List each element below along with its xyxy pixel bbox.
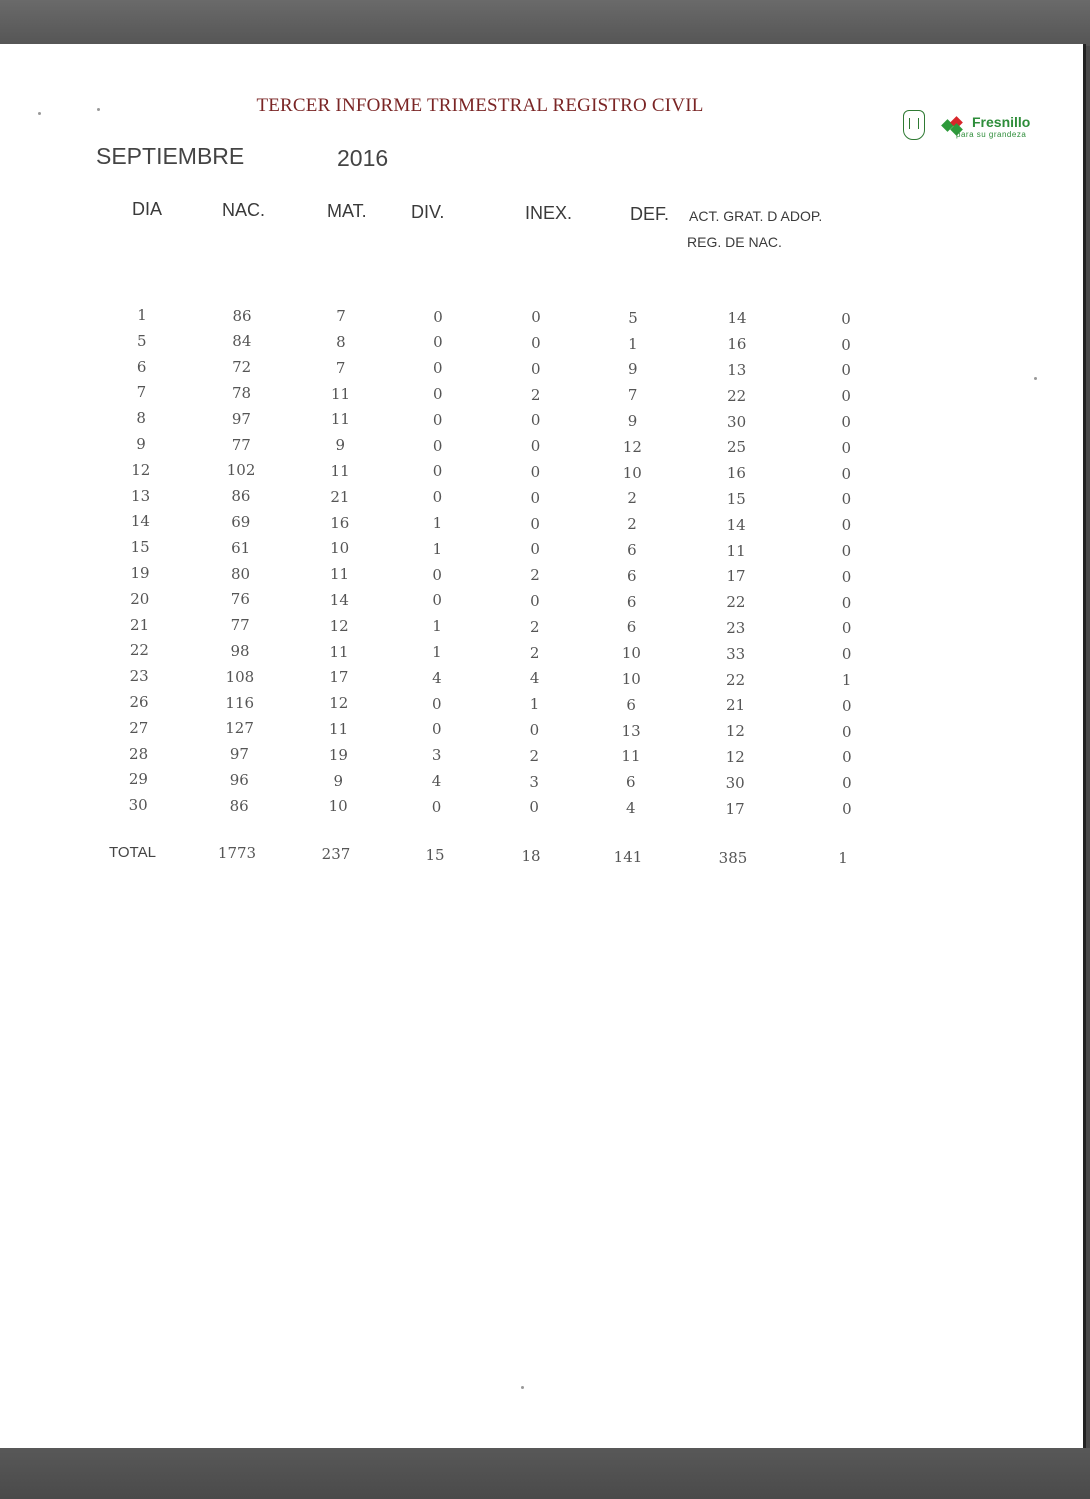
- table-cell: 0: [531, 334, 541, 352]
- table-cell: 27: [129, 718, 149, 737]
- table-cell: 21: [725, 696, 746, 715]
- table-cell: 16: [726, 464, 746, 483]
- table-cell: 19: [130, 564, 150, 582]
- table-cell: 6: [627, 540, 637, 559]
- table-cell: 22: [726, 670, 746, 689]
- total-cell: 237: [321, 844, 351, 863]
- table-cell: 102: [226, 461, 256, 480]
- table-cell: 8: [336, 332, 346, 351]
- table-cell: 14: [726, 515, 746, 534]
- table-cell: 0: [432, 591, 442, 610]
- table-cell: 10: [621, 669, 641, 688]
- table-cell: 28: [129, 744, 149, 763]
- table-cell: 0: [431, 720, 442, 739]
- column-header-inex: INEX.: [525, 203, 573, 223]
- table-cell: 0: [529, 721, 540, 739]
- table-cell: 0: [432, 462, 443, 481]
- table-cell: 11: [621, 747, 641, 766]
- table-cell: 22: [726, 593, 746, 612]
- table-cell: 21: [130, 615, 150, 634]
- column-header-div: DIV.: [411, 202, 445, 222]
- table-cell: 6: [626, 618, 637, 637]
- total-cell: 141: [613, 847, 643, 866]
- total-cell: 1: [838, 849, 848, 868]
- table-cell: 0: [432, 488, 443, 507]
- table-cell: 0: [842, 774, 852, 793]
- column-header-dia: DIA: [132, 199, 163, 219]
- table-cell: 0: [841, 696, 852, 715]
- table-cell: 9: [335, 436, 346, 455]
- table-cell: 0: [530, 540, 540, 559]
- table-cell: 0: [841, 438, 852, 457]
- table-cell: 0: [432, 436, 443, 455]
- table-cell: 10: [621, 644, 641, 663]
- table-cell: 0: [531, 359, 541, 378]
- table-cell: 0: [529, 798, 539, 817]
- table-cell: 0: [431, 797, 442, 816]
- table-cell: 30: [725, 773, 745, 792]
- table-cell: 86: [231, 487, 251, 506]
- table-cell: 2: [627, 489, 637, 508]
- table-cell: 6: [626, 773, 636, 792]
- table-cell: 69: [231, 512, 251, 531]
- table-cell: 76: [230, 590, 250, 609]
- table-cell: 0: [432, 410, 443, 429]
- table-cell: 72: [232, 358, 252, 377]
- table-cell: 96: [229, 770, 249, 789]
- table-cell: 14: [130, 512, 150, 531]
- table-cell: 2: [627, 515, 637, 534]
- table-cell: 11: [330, 461, 350, 480]
- table-cell: 1: [432, 539, 443, 558]
- table-cell: 11: [329, 565, 350, 584]
- table-cell: 0: [530, 592, 540, 610]
- column-header-reg-nac: REG. DE NAC.: [687, 234, 782, 250]
- table-cell: 13: [621, 721, 641, 740]
- table-cell: 17: [329, 668, 349, 687]
- table-cell: 4: [431, 772, 442, 791]
- table-cell: 7: [336, 307, 346, 326]
- total-label: TOTAL: [109, 844, 156, 861]
- table-cell: 25: [726, 438, 747, 457]
- table-cell: 1: [432, 617, 442, 636]
- scan-speck: [521, 1386, 524, 1389]
- table-cell: 23: [129, 667, 149, 686]
- table-cell: 80: [230, 564, 251, 583]
- table-cell: 17: [726, 567, 746, 586]
- table-cell: 9: [333, 771, 344, 790]
- table-cell: 7: [335, 358, 346, 377]
- table-cell: 33: [726, 644, 746, 663]
- table-cell: 1: [529, 695, 540, 714]
- table-cell: 8: [136, 409, 146, 428]
- table-cell: 7: [136, 383, 147, 402]
- table-cell: 6: [626, 695, 636, 714]
- total-cell: 385: [718, 848, 748, 867]
- table-cell: 9: [136, 435, 146, 453]
- table-cell: 17: [725, 799, 745, 818]
- table-cell: 13: [727, 360, 747, 379]
- table-cell: 0: [432, 694, 442, 713]
- report-year: 2016: [337, 145, 389, 171]
- logo-subtitle: para su grandeza: [956, 130, 1027, 139]
- table-cell: 1: [432, 643, 442, 662]
- table-cell: 4: [529, 669, 540, 688]
- table-cell: 0: [841, 542, 852, 561]
- table-cell: 23: [726, 618, 746, 637]
- table-cell: 1: [628, 334, 638, 353]
- table-cell: 0: [531, 308, 541, 327]
- table-cell: 84: [232, 332, 252, 351]
- table-cell: 0: [841, 335, 851, 354]
- table-cell: 14: [329, 590, 349, 609]
- table-cell: 12: [329, 694, 349, 713]
- table-cell: 16: [330, 513, 350, 532]
- scan-speck: [38, 112, 41, 115]
- table-cell: 10: [330, 539, 350, 558]
- table-cell: 0: [841, 567, 852, 586]
- column-header-act-grat-adop: ACT. GRAT. D ADOP.: [689, 208, 823, 224]
- document-page: [0, 44, 1086, 1449]
- table-cell: 5: [137, 331, 147, 350]
- table-cell: 77: [231, 435, 251, 454]
- table-cell: 2: [529, 746, 540, 765]
- total-cell: 1773: [217, 844, 257, 862]
- total-cell: 15: [425, 845, 445, 864]
- column-header-mat: MAT.: [327, 201, 367, 221]
- table-cell: 7: [627, 386, 638, 405]
- table-cell: 116: [225, 693, 255, 712]
- table-cell: 11: [329, 642, 349, 661]
- table-cell: 9: [627, 411, 638, 430]
- scan-border-bottom: [0, 1448, 1090, 1499]
- table-cell: 0: [841, 516, 852, 535]
- table-cell: 12: [329, 616, 349, 635]
- table-cell: 0: [841, 413, 851, 432]
- logo-text: Fresnillo: [972, 114, 1031, 130]
- table-cell: 15: [726, 489, 746, 508]
- table-cell: 10: [328, 797, 348, 816]
- table-cell: 0: [530, 514, 540, 533]
- table-cell: 29: [128, 770, 148, 789]
- table-cell: 26: [129, 693, 149, 711]
- scan-speck: [1034, 377, 1037, 380]
- table-cell: 4: [432, 668, 442, 687]
- scan-border-top: [0, 0, 1090, 46]
- table-cell: 0: [841, 619, 852, 638]
- table-cell: 86: [229, 796, 249, 815]
- table-cell: 10: [622, 463, 642, 482]
- table-cell: 12: [725, 747, 745, 766]
- table-cell: 0: [432, 565, 442, 584]
- document-title: TERCER INFORME TRIMESTRAL REGISTRO CIVIL: [256, 95, 704, 116]
- table-cell: 97: [231, 409, 251, 428]
- table-cell: 13: [131, 486, 151, 505]
- column-header-nac: NAC.: [222, 200, 266, 220]
- table-cell: 4: [625, 798, 636, 817]
- table-cell: 15: [130, 538, 150, 557]
- table-cell: 1: [432, 514, 443, 533]
- table-cell: 3: [529, 772, 539, 791]
- table-cell: 0: [433, 307, 443, 326]
- table-cell: 12: [622, 437, 642, 456]
- table-cell: 30: [128, 796, 148, 815]
- table-cell: 0: [841, 309, 851, 328]
- table-cell: 78: [232, 383, 252, 402]
- table-cell: 0: [530, 411, 541, 430]
- table-cell: 0: [433, 359, 443, 378]
- table-cell: 0: [432, 385, 443, 404]
- table-cell: 127: [225, 719, 254, 738]
- table-cell: 5: [628, 308, 638, 327]
- table-cell: 77: [230, 616, 250, 635]
- table-cell: 30: [727, 412, 747, 431]
- table-cell: 0: [841, 387, 851, 406]
- table-cell: 11: [331, 384, 351, 403]
- table-cell: 86: [232, 306, 252, 325]
- table-cell: 0: [842, 748, 852, 767]
- table-cell: 6: [627, 566, 637, 585]
- table-cell: 22: [727, 386, 747, 405]
- table-cell: 0: [841, 490, 852, 509]
- table-cell: 0: [842, 800, 852, 819]
- table-cell: 2: [530, 385, 541, 404]
- table-cell: 97: [229, 745, 249, 764]
- table-cell: 0: [530, 488, 541, 507]
- table-cell: 3: [431, 746, 442, 765]
- table-cell: 98: [230, 641, 250, 660]
- table-cell: 6: [136, 357, 147, 376]
- table-cell: 0: [433, 333, 443, 352]
- table-cell: 11: [330, 410, 350, 429]
- table-cell: 11: [726, 541, 746, 560]
- table-cell: 0: [530, 437, 541, 456]
- table-cell: 6: [626, 592, 637, 611]
- table-cell: 19: [328, 745, 348, 764]
- report-month: SEPTIEMBRE: [96, 143, 245, 169]
- table-cell: 14: [727, 309, 747, 328]
- table-cell: 2: [529, 643, 540, 662]
- table-cell: 16: [727, 335, 747, 354]
- total-cell: 18: [521, 846, 541, 865]
- scan-speck: [97, 108, 100, 111]
- table-cell: 20: [130, 589, 150, 608]
- table-cell: 2: [530, 566, 540, 585]
- table-cell: 12: [725, 722, 745, 741]
- table-cell: 1: [841, 671, 852, 690]
- table-cell: 0: [841, 593, 852, 612]
- table-cell: 12: [131, 460, 151, 479]
- table-cell: 61: [231, 538, 251, 557]
- table-cell: 21: [330, 487, 350, 506]
- municipal-seal-icon: [903, 110, 925, 140]
- table-cell: 0: [841, 464, 852, 483]
- table-cell: 1: [137, 306, 147, 324]
- table-cell: 0: [841, 645, 852, 664]
- table-cell: 0: [530, 463, 541, 481]
- table-cell: 9: [627, 360, 638, 379]
- table-cell: 108: [225, 667, 255, 686]
- table-cell: 0: [841, 361, 851, 380]
- table-cell: 11: [329, 719, 349, 738]
- table-cell: 0: [842, 722, 852, 741]
- table-cell: 2: [530, 617, 540, 636]
- table-cell: 22: [129, 641, 149, 660]
- column-header-def: DEF.: [630, 204, 670, 224]
